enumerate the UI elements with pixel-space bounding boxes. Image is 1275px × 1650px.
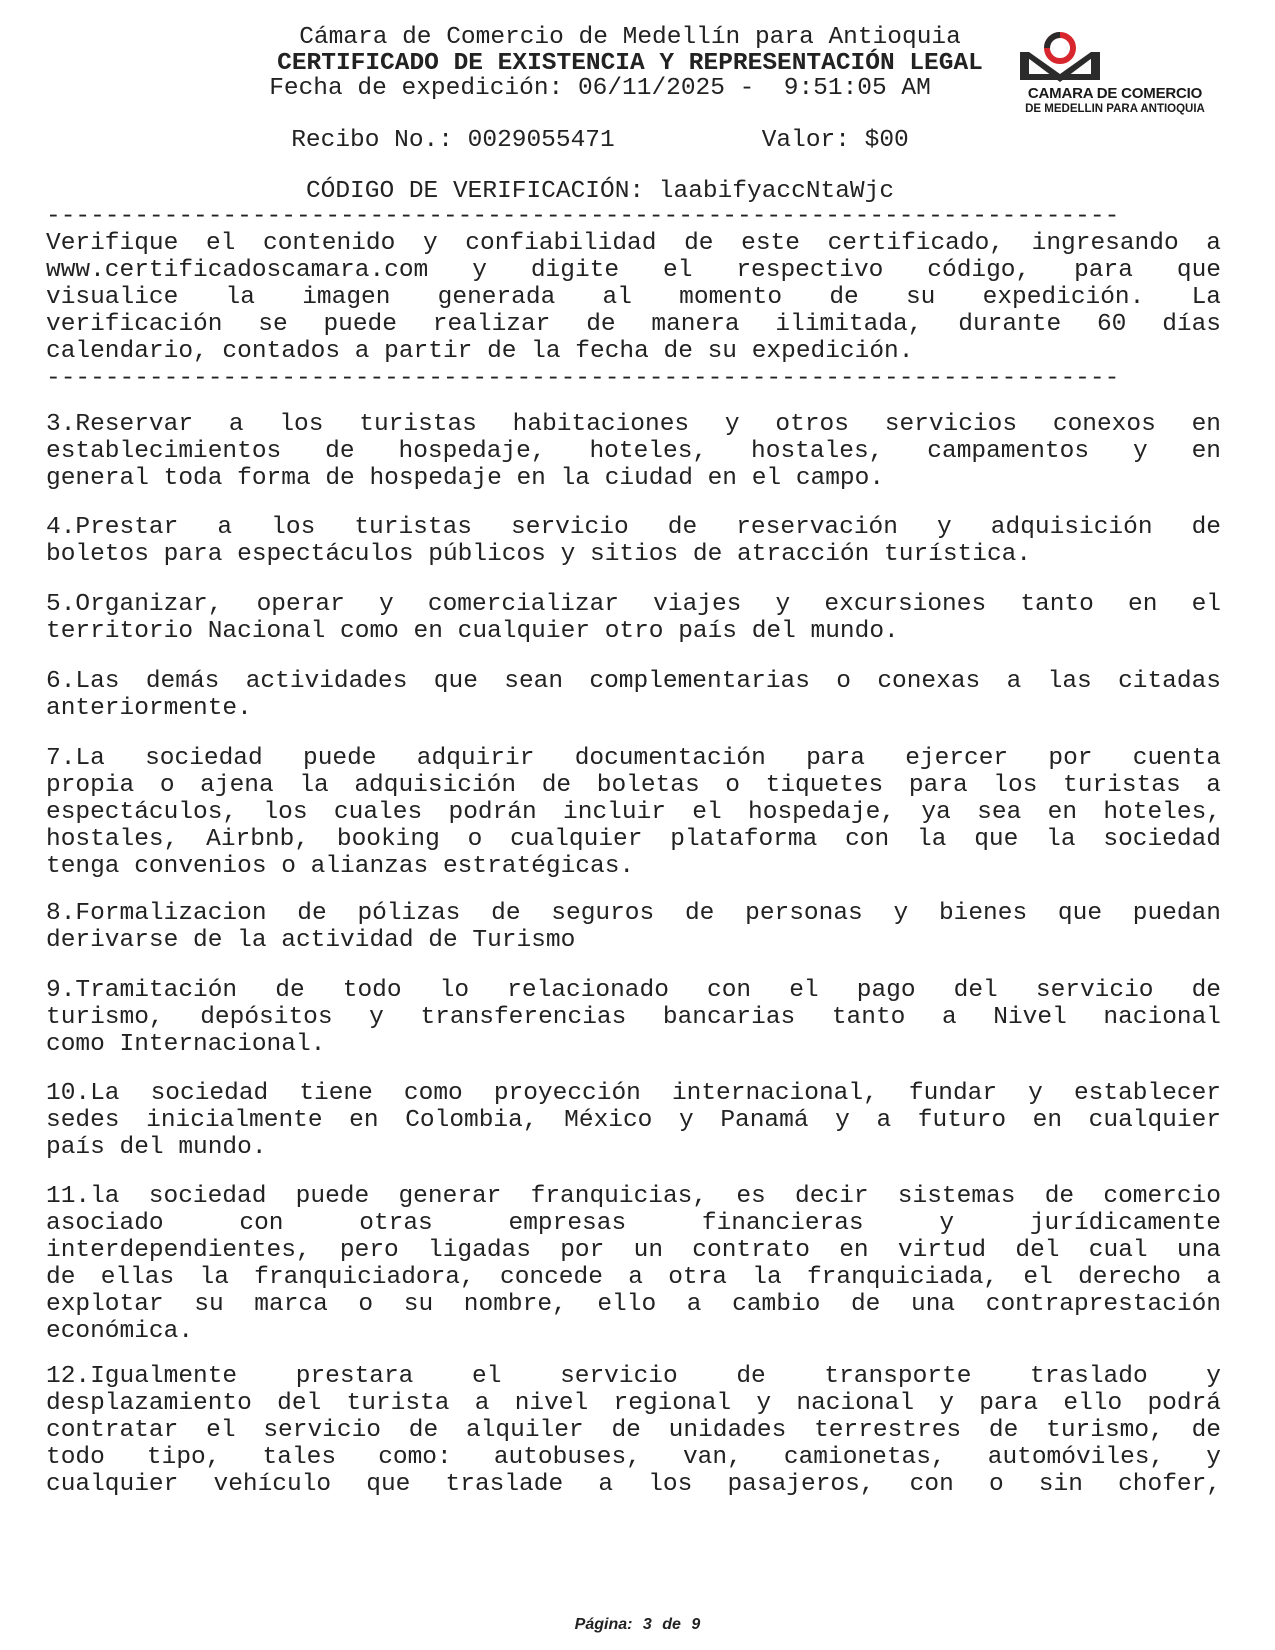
page-current: 3 bbox=[642, 1616, 652, 1633]
clause-line: tenga convenios o alianzas estratégicas. bbox=[46, 853, 635, 880]
chamber-logo-icon bbox=[1005, 28, 1225, 88]
clause-line: como Internacional. bbox=[46, 1031, 326, 1058]
clause-line: 9.Tramitación de todo lo relacionado con el pago del servicio de bbox=[46, 977, 1221, 1004]
clause-8 bbox=[46, 900, 1221, 954]
clause-line: 11.la sociedad puede generar franquicias, es decir sistemas de comercio bbox=[46, 1183, 1221, 1210]
issue-date: Fecha de expedición: 06/11/2025 - 9:51:05 AM bbox=[269, 75, 931, 102]
clause-line: 5.Organizar, operar y comercializar viajes y excursiones tanto en el bbox=[46, 591, 1221, 618]
receipt-line: Recibo No.: 0029055471 Valor: $00 bbox=[291, 127, 909, 154]
clause-line: desplazamiento del turista a nivel regional y nacional y para ello podrá bbox=[46, 1390, 1221, 1417]
clause-line: hostales, Airbnb, booking o cualquier plataforma con la que la sociedad bbox=[46, 826, 1221, 853]
clause-line: 6.Las demás actividades que sean complementarias o conexas a las citadas bbox=[46, 668, 1221, 695]
clause-line: propia o ajena la adquisición de boletas o tiquetes para los turistas a bbox=[46, 772, 1221, 799]
chamber-name: Cámara de Comercio de Medellín para Antioquia bbox=[299, 24, 961, 51]
clause-line: 12.Igualmente prestara el servicio de transporte traslado y bbox=[46, 1363, 1221, 1390]
clause-line: 7.La sociedad puede adquirir documentación para ejercer por cuenta bbox=[46, 745, 1221, 772]
separator-bottom: ------------------------------------------------------------------------- bbox=[46, 365, 1120, 392]
clause-9 bbox=[46, 977, 1221, 1058]
page-of: de bbox=[662, 1616, 681, 1633]
clause-line: asociado con otras empresas financieras y jurídicamente bbox=[46, 1210, 1221, 1237]
page-label: Página: bbox=[574, 1616, 633, 1633]
clause-line: establecimientos de hospedaje, hoteles, hostales, campamentos y en bbox=[46, 438, 1221, 465]
clause-line: contratar el servicio de alquiler de unidades terrestres de turismo, de bbox=[46, 1417, 1221, 1444]
clause-line: anteriormente. bbox=[46, 695, 252, 722]
notice-line: verificación se puede realizar de manera ilimitada, durante 60 días bbox=[46, 311, 1221, 338]
notice-line: www.certificadoscamara.com y digite el respectivo código, para que bbox=[46, 257, 1221, 284]
clause-4 bbox=[46, 514, 1221, 568]
clause-line: 4.Prestar a los turistas servicio de reservación y adquisición de bbox=[46, 514, 1221, 541]
separator-top: ------------------------------------------------------------------------- bbox=[46, 203, 1120, 230]
certificate-title: CERTIFICADO DE EXISTENCIA Y REPRESENTACIÓN LEGAL bbox=[277, 50, 983, 77]
clause-line: general toda forma de hospedaje en la ciudad en el campo. bbox=[46, 465, 885, 492]
clause-line: explotar su marca o su nombre, ello a cambio de una contraprestación bbox=[46, 1291, 1221, 1318]
notice-line: visualice la imagen generada al momento de su expedición. La bbox=[46, 284, 1221, 311]
clause-line: de ellas la franquiciadora, concede a otra la franquiciada, el derecho a bbox=[46, 1264, 1221, 1291]
clause-line: derivarse de la actividad de Turismo bbox=[46, 927, 576, 954]
verification-notice bbox=[46, 230, 1221, 365]
clause-line: 10.La sociedad tiene como proyección internacional, fundar y establecer bbox=[46, 1080, 1221, 1107]
clause-line: interdependientes, pero ligadas por un contrato en virtud del cual una bbox=[46, 1237, 1221, 1264]
clause-3 bbox=[46, 411, 1221, 492]
clause-line: sedes inicialmente en Colombia, México y Panamá y a futuro en cualquier bbox=[46, 1107, 1221, 1134]
clause-line: país del mundo. bbox=[46, 1134, 267, 1161]
clause-6 bbox=[46, 668, 1221, 722]
clause-line: territorio Nacional como en cualquier otro país del mundo. bbox=[46, 618, 899, 645]
clause-line: 8.Formalizacion de pólizas de seguros de personas y bienes que puedan bbox=[46, 900, 1221, 927]
clause-line: todo tipo, tales como: autobuses, van, camionetas, automóviles, y bbox=[46, 1444, 1221, 1471]
clause-10 bbox=[46, 1080, 1221, 1161]
clause-line: económica. bbox=[46, 1318, 194, 1345]
logo-line-1: CAMARA DE COMERCIO bbox=[1027, 85, 1203, 102]
verification-code: CÓDIGO DE VERIFICACIÓN: laabifyaccNtaWjc bbox=[305, 178, 895, 205]
clause-line: boletos para espectáculos públicos y sitios de atracción turística. bbox=[46, 541, 1032, 568]
clause-12 bbox=[46, 1363, 1221, 1498]
chamber-logo bbox=[1005, 28, 1225, 123]
clause-line: 3.Reservar a los turistas habitaciones y otros servicios conexos en bbox=[46, 411, 1221, 438]
clause-5 bbox=[46, 591, 1221, 645]
clause-11 bbox=[46, 1183, 1221, 1345]
notice-line: calendario, contados a partir de la fecha de su expedición. bbox=[46, 338, 914, 365]
page-number bbox=[0, 1616, 1275, 1634]
logo-line-2: DE MEDELLIN PARA ANTIOQUIA bbox=[1025, 103, 1205, 115]
clause-line: turismo, depósitos y transferencias bancarias tanto a Nivel nacional bbox=[46, 1004, 1221, 1031]
clause-7 bbox=[46, 745, 1221, 880]
clause-line: cualquier vehículo que traslade a los pasajeros, con o sin chofer, bbox=[46, 1471, 1221, 1498]
notice-line: Verifique el contenido y confiabilidad de este certificado, ingresando a bbox=[46, 230, 1221, 257]
page-total: 9 bbox=[691, 1616, 701, 1633]
clause-line: espectáculos, los cuales podrán incluir el hospedaje, ya sea en hoteles, bbox=[46, 799, 1221, 826]
